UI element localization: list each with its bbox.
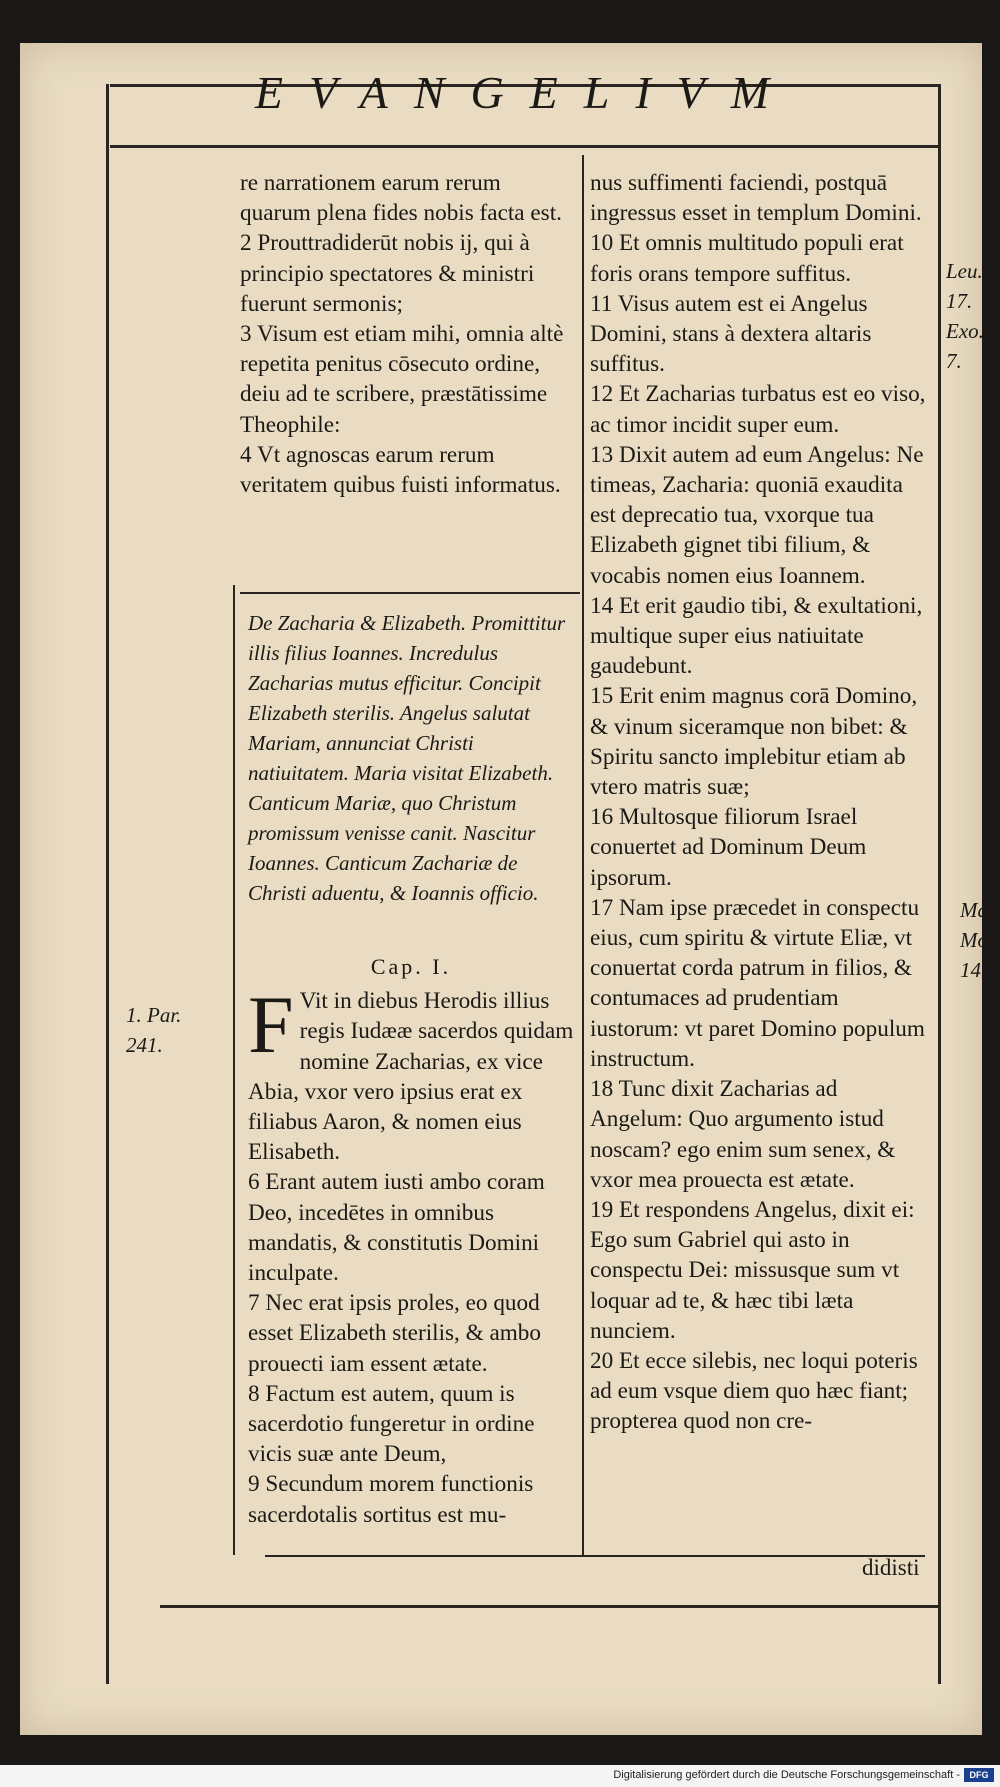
verse-text: 19 Et respondens Angelus, dixit ei: Ego sum Gabriel qui asto in conspectu Dei: missusque sum vt loquar ad te, & hæc tibi læta nunciem. bbox=[590, 1196, 915, 1344]
margin-ref: 241. bbox=[126, 1033, 163, 1057]
left-column bbox=[240, 168, 574, 500]
verse-text: Vit in diebus Herodis illius regis Iudææ sacerdos quidam nomine Zacharias, ex vice Abia, vxor vero ipsius erat ex filiabus Aaron, & nomen eius Elisabeth. bbox=[248, 988, 574, 1166]
verse-text: 15 Erit enim magnus corā Domino, & vinum siceramque non bibet: & Spiritu sancto implebitur etiam ab vtero matris suæ; bbox=[590, 683, 918, 801]
drop-cap: F bbox=[248, 979, 294, 1071]
footer-bar bbox=[0, 1765, 1000, 1787]
page-bottom-rule bbox=[160, 1605, 940, 1608]
verse-text: nus suffimenti faciendi, postquā ingressus esset in templum Domini. bbox=[590, 170, 922, 227]
running-title: EVANGELIVM bbox=[254, 67, 796, 118]
right-frame bbox=[938, 84, 941, 1684]
summary-text: De Zacharia & Elizabeth. Promittitur illis filius Ioannes. Incredulus Zacharias mutus efficitur. Concipit Elizabeth sterilis. Angelus salutat Mariam, annunciat Christi natiuitatem. Maria visitat Elizabeth. Canticum Mariæ, quo Christum promissum venisse canit. Nascitur Ioannes. Canticum Zachariæ de Christi aduentu, & Ioannis officio. bbox=[248, 611, 566, 905]
chapter-body bbox=[248, 944, 574, 1530]
margin-ref: Exo. bbox=[946, 319, 984, 343]
verse-text: 14 Et erit gaudio tibi, & exultationi, multique super eius natiuitate gaudebunt. bbox=[590, 592, 923, 680]
margin-note-left bbox=[126, 1000, 216, 1060]
margin-note-right-bottom bbox=[960, 895, 988, 985]
chapter-summary bbox=[248, 608, 574, 908]
margin-ref: 7. bbox=[946, 349, 962, 373]
right-column bbox=[590, 168, 932, 1437]
verse-text: re narrationem earum rerum quarum plena fides nobis facta est. bbox=[240, 170, 562, 227]
verse-text: 16 Multosque filiorum Israel conuertet ad Dominum Deum ipsorum. bbox=[590, 804, 867, 891]
summary-rule bbox=[240, 592, 580, 594]
bottom-rule bbox=[265, 1555, 925, 1557]
verse-text: 2 Prouttradiderūt nobis ij, qui à principio spectatores & ministri fuerunt sermonis; bbox=[240, 230, 535, 317]
verse-text: 11 Visus autem est ei Angelus Domini, stans à dextera altaris suffitus. bbox=[590, 290, 872, 378]
verse-text: 7 Nec erat ipsis proles, eo quod esset Elizabeth sterilis, & ambo prouecti iam essent ætate. bbox=[248, 1290, 541, 1377]
margin-ref: Ma bbox=[960, 898, 988, 922]
margin-ref: 1. Par. bbox=[126, 1003, 182, 1027]
verse-text: 3 Visum est etiam mihi, omnia altè repetita penitus cōsecuto ordine, deiu ad te scribere, præstātissime Theophile: bbox=[240, 321, 564, 438]
catchword: didisti bbox=[862, 1555, 920, 1580]
page-header bbox=[110, 60, 940, 130]
column-divider-left bbox=[233, 585, 235, 1555]
verse-text: 4 Vt agnoscas earum rerum veritatem quibus fuisti informatus. bbox=[240, 441, 561, 499]
verse-text: 17 Nam ipse præcedet in conspectu eius, cum spiritu & virtute Eliæ, vt conuertat corda patrum in filios, & contumaces ad prudentiam iustorum: vt paret Domino populum instructum. bbox=[590, 894, 925, 1072]
left-frame bbox=[106, 84, 109, 1684]
verse-text: 8 Factum est autem, quum is sacerdotio fungeretur in ordine vicis suæ ante Deum, bbox=[248, 1380, 535, 1468]
margin-note-right-top bbox=[946, 256, 986, 376]
margin-ref: Mo bbox=[960, 928, 988, 952]
verse-text: 18 Tunc dixit Zacharias ad Angelum: Quo argumento istud noscam? ego enim sum senex, & vxor mea prouecta est ætate. bbox=[590, 1076, 896, 1193]
verse-text: 10 Et omnis multitudo populi erat foris orans tempore suffitus. bbox=[590, 230, 904, 287]
column-divider-center bbox=[582, 155, 584, 1555]
verse-text: 9 Secundum morem functionis sacerdotalis sortitus est mu- bbox=[248, 1471, 534, 1528]
margin-ref: 14. bbox=[960, 958, 987, 982]
chapter-heading: Cap. I. bbox=[370, 954, 452, 979]
margin-ref: 17. bbox=[946, 289, 973, 313]
verse-text: 12 Et Zacharias turbatus est eo viso, ac timor incidit super eum. bbox=[590, 381, 926, 438]
dfg-logo: DFG bbox=[964, 1768, 994, 1782]
margin-ref: Leu. bbox=[946, 259, 983, 283]
verse-text: 20 Et ecce silebis, nec loqui poteris ad eum vsque diem quo hæc fiant; propterea quod non cre- bbox=[590, 1347, 918, 1435]
verse-text: 13 Dixit autem ad eum Angelus: Ne timeas, Zacharia: quoniā exaudita est deprecatio tua, vxorque tua Elizabeth gignet tibi filium, & vocabis nomen eius Ioannem. bbox=[590, 441, 924, 589]
verse-text: 6 Erant autem iusti ambo coram Deo, incedētes in omnibus mandatis, & constitutis Domini inculpate. bbox=[248, 1169, 545, 1287]
header-rule bbox=[110, 145, 940, 148]
footer-credit: Digitalisierung gefördert durch die Deutsche Forschungsgemeinschaft - bbox=[613, 1769, 960, 1781]
